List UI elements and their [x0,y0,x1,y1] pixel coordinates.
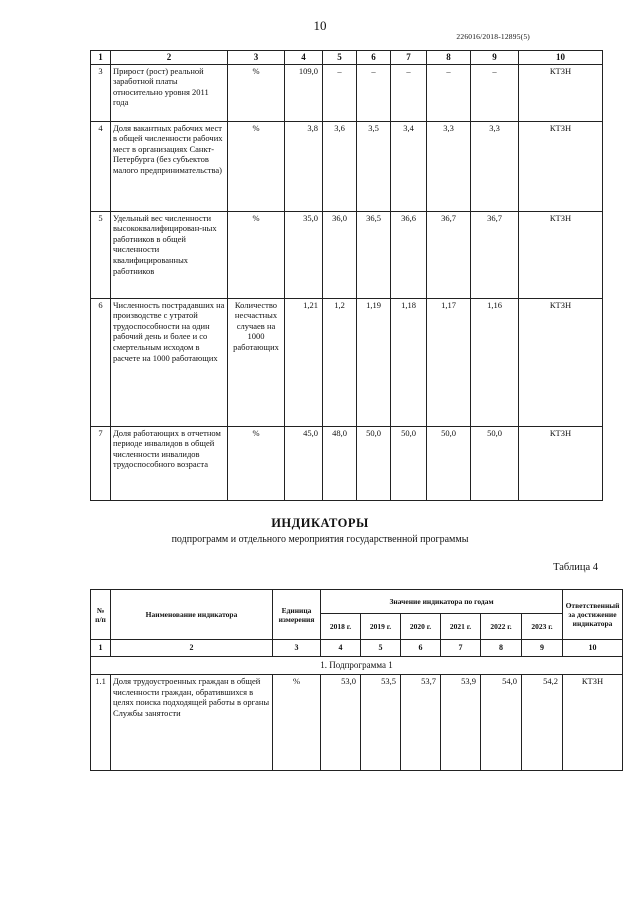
table-row [91,675,623,771]
table-row [91,64,603,121]
value-cell: 3,8 [285,121,323,211]
value-cell: – [391,64,427,121]
unit-cell: % [273,675,321,771]
header-indicator-name: Наименование индикатора [111,590,273,640]
unit-cell: % [228,211,285,298]
unit-cell: % [228,426,285,500]
responsible-cell: КТЗН [519,121,603,211]
column-number: 6 [401,640,441,657]
value-cell: 48,0 [323,426,357,500]
value-cell: 36,7 [427,211,471,298]
value-cell: 3,4 [391,121,427,211]
value-cell: – [471,64,519,121]
header-number: № п/п [91,590,111,640]
column-number: 3 [273,640,321,657]
unit-cell: Количество несчастных случаев на 1000 работающих [228,298,285,426]
column-number: 8 [481,640,522,657]
indicator-name: Доля вакантных рабочих мест в общей численности рабочих мест в организациях Санкт-Петербурга (без субъектов малого предпринимательства) [111,121,228,211]
value-cell: 1,16 [471,298,519,426]
value-cell: 36,7 [471,211,519,298]
column-number: 7 [391,51,427,65]
table-row [91,298,603,426]
year-header: 2019 г. [361,614,401,640]
year-header: 2022 г. [481,614,522,640]
indicator-name: Доля трудоустроенных граждан в общей численности граждан, обратившихся в целях поиска подходящей работы в органы Службы занятости [111,675,273,771]
column-number: 9 [471,51,519,65]
indicator-name: Доля работающих в отчетном периоде инвалидов в общей численности инвалидов трудоспособного возраста [111,426,228,500]
value-cell: 45,0 [285,426,323,500]
column-number: 4 [321,640,361,657]
responsible-cell: КТЗН [519,298,603,426]
year-header: 2021 г. [441,614,481,640]
page-number: 10 [313,18,327,33]
value-cell: 1,19 [357,298,391,426]
column-number: 5 [361,640,401,657]
value-cell: – [323,64,357,121]
column-number: 1 [91,51,111,65]
indicators-table-continued [90,50,603,501]
value-cell: 109,0 [285,64,323,121]
value-cell: 1,18 [391,298,427,426]
header-values-by-year: Значение индикатора по годам [321,590,563,614]
table-row [91,211,603,298]
section-subtitle: подпрограмм и отдельного мероприятия государственной программы [171,534,469,545]
value-cell: 35,0 [285,211,323,298]
year-header: 2023 г. [522,614,563,640]
row-number: 7 [91,426,111,500]
table-header-row [91,590,623,614]
column-number: 4 [285,51,323,65]
responsible-cell: КТЗН [519,211,603,298]
value-cell: 36,5 [357,211,391,298]
value-cell: 1,21 [285,298,323,426]
header-unit: Единица измерения [273,590,321,640]
column-number: 5 [323,51,357,65]
value-cell: 53,5 [361,675,401,771]
value-cell: 54,2 [522,675,563,771]
value-cell: – [357,64,391,121]
value-cell: 50,0 [471,426,519,500]
value-cell: 54,0 [481,675,522,771]
row-number: 3 [91,64,111,121]
table-row [91,121,603,211]
indicator-name: Прирост (рост) реальной заработной платы относительно уровня 2011 года [111,64,228,121]
column-number: 2 [111,51,228,65]
document-id: 226016/2018-12895(5) [456,32,530,41]
column-number: 9 [522,640,563,657]
value-cell: 3,5 [357,121,391,211]
value-cell: 36,0 [323,211,357,298]
indicator-name: Удельный вес численности высококвалифицирован-ных работников в общей численности квалифицированных работников [111,211,228,298]
responsible-cell: КТЗН [563,675,623,771]
subprogram-title: 1. Подпрограмма 1 [91,657,623,675]
value-cell: 53,7 [401,675,441,771]
column-number: 7 [441,640,481,657]
column-number-row [91,640,623,657]
column-number: 3 [228,51,285,65]
table-label: Таблица 4 [553,562,598,573]
value-cell: 1,17 [427,298,471,426]
column-number: 6 [357,51,391,65]
column-number: 10 [563,640,623,657]
row-number: 5 [91,211,111,298]
value-cell: 1,2 [323,298,357,426]
value-cell: 50,0 [357,426,391,500]
column-number: 10 [519,51,603,65]
subprogram-row [91,657,623,675]
value-cell: 53,0 [321,675,361,771]
row-number: 6 [91,298,111,426]
table-row [91,426,603,500]
column-number: 2 [111,640,273,657]
indicators-table-4 [90,589,623,771]
year-header: 2020 г. [401,614,441,640]
value-cell: – [427,64,471,121]
section-title: ИНДИКАТОРЫ [271,516,369,530]
value-cell: 36,6 [391,211,427,298]
row-number: 4 [91,121,111,211]
responsible-cell: КТЗН [519,64,603,121]
value-cell: 3,6 [323,121,357,211]
row-number: 1.1 [91,675,111,771]
value-cell: 50,0 [427,426,471,500]
column-number: 8 [427,51,471,65]
value-cell: 53,9 [441,675,481,771]
unit-cell: % [228,121,285,211]
value-cell: 50,0 [391,426,427,500]
responsible-cell: КТЗН [519,426,603,500]
column-number-row [91,51,603,65]
year-header: 2018 г. [321,614,361,640]
value-cell: 3,3 [471,121,519,211]
value-cell: 3,3 [427,121,471,211]
header-responsible: Ответственный за достижение индикатора [563,590,623,640]
indicator-name: Численность пострадавших на производстве с утратой трудоспособности на один рабочий день и более и со смертельным исходом в расчете на 1000 работающих [111,298,228,426]
unit-cell: % [228,64,285,121]
column-number: 1 [91,640,111,657]
